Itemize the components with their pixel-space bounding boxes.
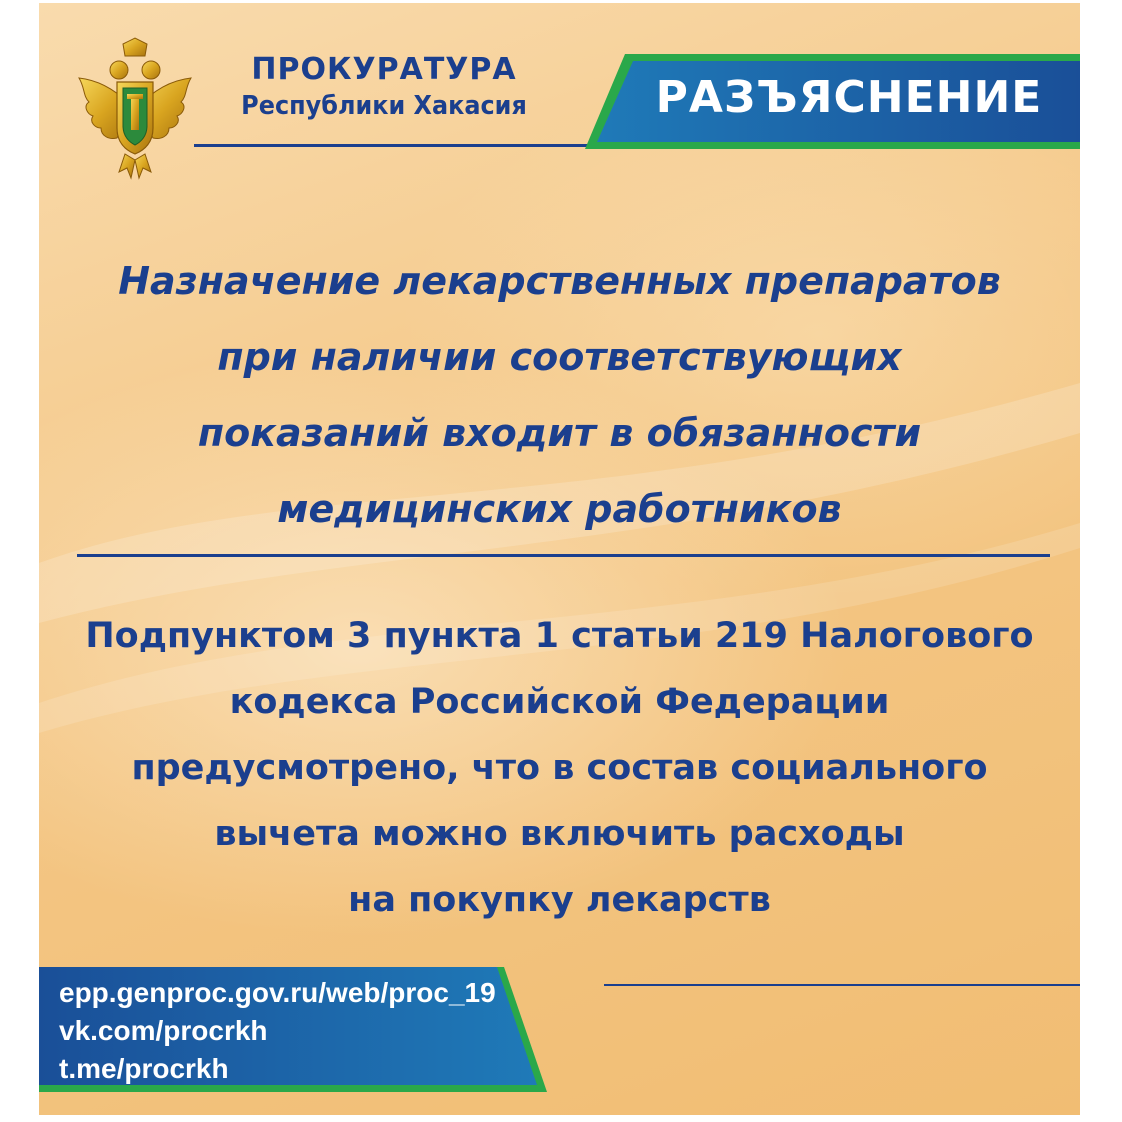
background-swoosh xyxy=(39,3,1080,1115)
poster xyxy=(39,3,1080,1115)
body-line: на покупку лекарств xyxy=(348,880,771,920)
headline-line: Назначение лекарственных препаратов xyxy=(118,259,1001,303)
org-title: ПРОКУРАТУРА xyxy=(251,52,517,87)
footer-link-telegram[interactable]: t.me/procrkh xyxy=(59,1053,229,1084)
footer-underline xyxy=(604,984,1080,986)
header-underline xyxy=(194,144,589,147)
section-divider xyxy=(77,554,1050,557)
headline-line: показаний входит в обязанности xyxy=(197,411,922,455)
body-text xyxy=(59,603,1060,933)
body-line: предусмотрено, что в состав социального xyxy=(131,748,988,788)
body-line: кодекса Российской Федерации xyxy=(229,682,890,722)
headline-line: медицинских работников xyxy=(277,487,842,531)
org-subtitle: Республики Хакасия xyxy=(241,91,527,121)
eagle-emblem-icon xyxy=(75,36,195,181)
headline-line: при наличии соответствующих xyxy=(217,335,902,379)
organization-name xyxy=(209,51,559,123)
footer-link-vk[interactable]: vk.com/procrkh xyxy=(59,1015,268,1046)
headline xyxy=(59,243,1060,547)
footer-links xyxy=(59,974,496,1088)
footer-link-website[interactable]: epp.genproc.gov.ru/web/proc_19 xyxy=(59,977,496,1008)
body-line: вычета можно включить расходы xyxy=(214,814,905,854)
body-line: Подпунктом 3 пункта 1 статьи 219 Налогового xyxy=(85,616,1034,656)
banner-title: РАЗЪЯСНЕНИЕ xyxy=(655,72,1043,123)
